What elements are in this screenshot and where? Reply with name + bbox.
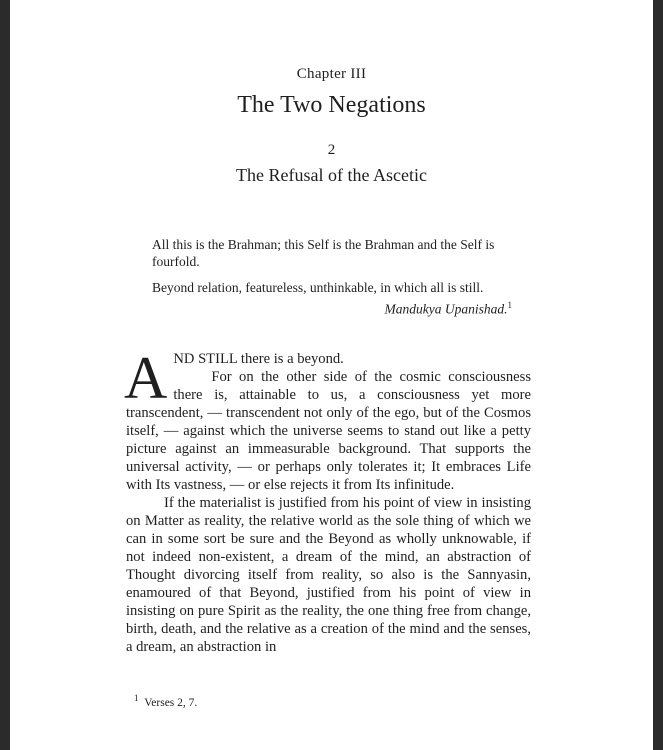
epigraph-citation <box>152 297 512 318</box>
epigraph-citation-text: Mandukya Upanishad. <box>384 301 508 317</box>
footnote-mark: 1 <box>134 693 139 703</box>
chapter-title: The Two Negations <box>237 92 426 118</box>
drop-cap: A <box>124 345 168 411</box>
first-line: ND STILL there is a beyond. <box>173 351 344 367</box>
footnote-reference: 1 <box>507 300 512 310</box>
footnote <box>134 693 197 709</box>
paragraph-1: For on the other side of the cosmic consciousness there is, attainable to us, a consciousness yet more transcendent, — transcendent not only of the ego, but of the Cosmos itself, — against which the universe seems to stand out like a petty picture against an immeasurable background. That supports the universal activity, — or perhaps only tolerates it; It embraces Life with Its vastness, — or else rejects it from Its infinitude. <box>126 369 531 493</box>
body-text <box>124 345 531 656</box>
footnote-text: Verses 2, 7. <box>144 696 198 709</box>
epigraph-line-1: All this is the Brahman; this Self is the Brahman and the Self is fourfold. <box>152 237 495 269</box>
epigraph-line-2: Beyond relation, featureless, unthinkable, in which all is still. <box>152 280 484 295</box>
section-subtitle: The Refusal of the Ascetic <box>236 165 427 185</box>
document-page <box>10 0 653 750</box>
section-number: 2 <box>327 142 336 158</box>
chapter-label: Chapter III <box>296 66 367 82</box>
paragraph-2: If the materialist is justified from his point of view in insisting on Matter as reality, the relative world as the sole thing of which we can in some sort be sure and the Beyond as wholly unknowable, if not indeed non-existent, a dream of the mind, an abstraction of Thought divorcing itself from reality, so also is the Sannyasin, enamoured of that Beyond, justified from his point of view in insisting on pure Spirit as the reality, the one thing free from change, birth, death, and the relative as a creation of the mind and the senses, a dream, an abstraction in <box>126 495 531 655</box>
epigraph <box>152 236 512 318</box>
